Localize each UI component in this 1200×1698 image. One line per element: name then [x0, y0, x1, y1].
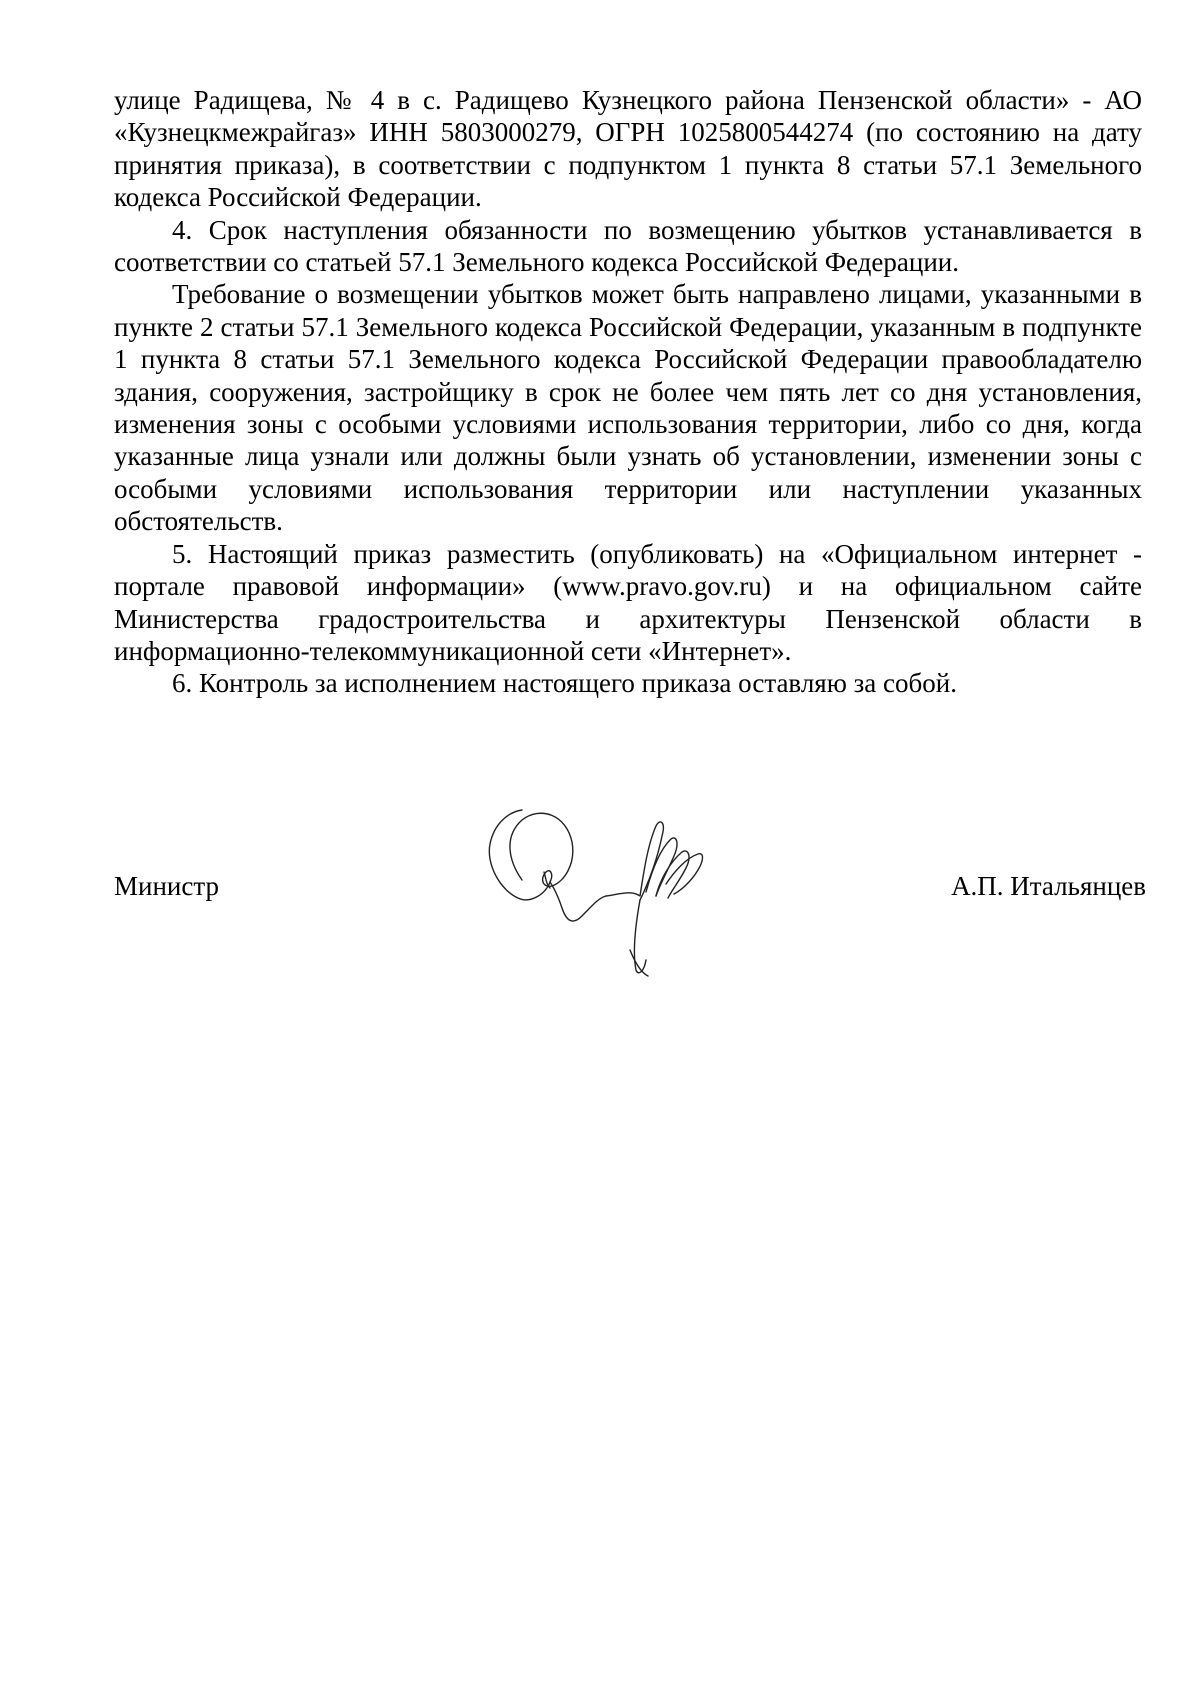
signatory-name: А.П. Итальянцев	[951, 871, 1146, 901]
paragraph-item-6: 6. Контроль за исполнением настоящего приказа оставляю за собой.	[172, 668, 957, 699]
paragraph-item-5: 5. Настоящий приказ разместить (опубликовать) на «Официальном интернет - портале правовой информации» (www.pravo.gov.ru) и на официальном сайте Министерства градостроительства и архитектуры Пензенской области в информационно-телекоммуникационной сети «Интернет».	[114, 538, 1142, 666]
signatory-position: Министр	[114, 871, 219, 901]
document-body	[114, 84, 1142, 700]
paragraph-continuation: улице Радищева, № 4 в с. Радищево Кузнецкого района Пензенской области» - АО «Кузнецкмежрайгаз» ИНН 5803000279, ОГРН 1025800544274 (по состоянию на дату принятия приказа), в соответствии с подпунктом 1 пункта 8 статьи 57.1 Земельного кодекса Российской Федерации.	[114, 85, 1142, 213]
paragraph-compensation-claim: Требование о возмещении убытков может быть направлено лицами, указанными в пункте 2 статьи 57.1 Земельного кодекса Российской Федерации, указанным в подпункте 1 пункта 8 статьи 57.1 Земельного кодекса Российской Федерации правообладателю здания, сооружения, застройщику в срок не более чем пять лет со дня установления, изменения зоны с особыми условиями использования территории, либо со дня, когда указанные лица узнали или должны были узнать об установлении, изменении зоны с особыми условиями использования территории или наступлении указанных обстоятельств.	[114, 279, 1142, 537]
paragraph-item-4: 4. Срок наступления обязанности по возмещению убытков устанавливается в соответствии со статьей 57.1 Земельного кодекса Российской Федерации.	[114, 214, 1142, 278]
handwritten-signature	[460, 800, 730, 980]
